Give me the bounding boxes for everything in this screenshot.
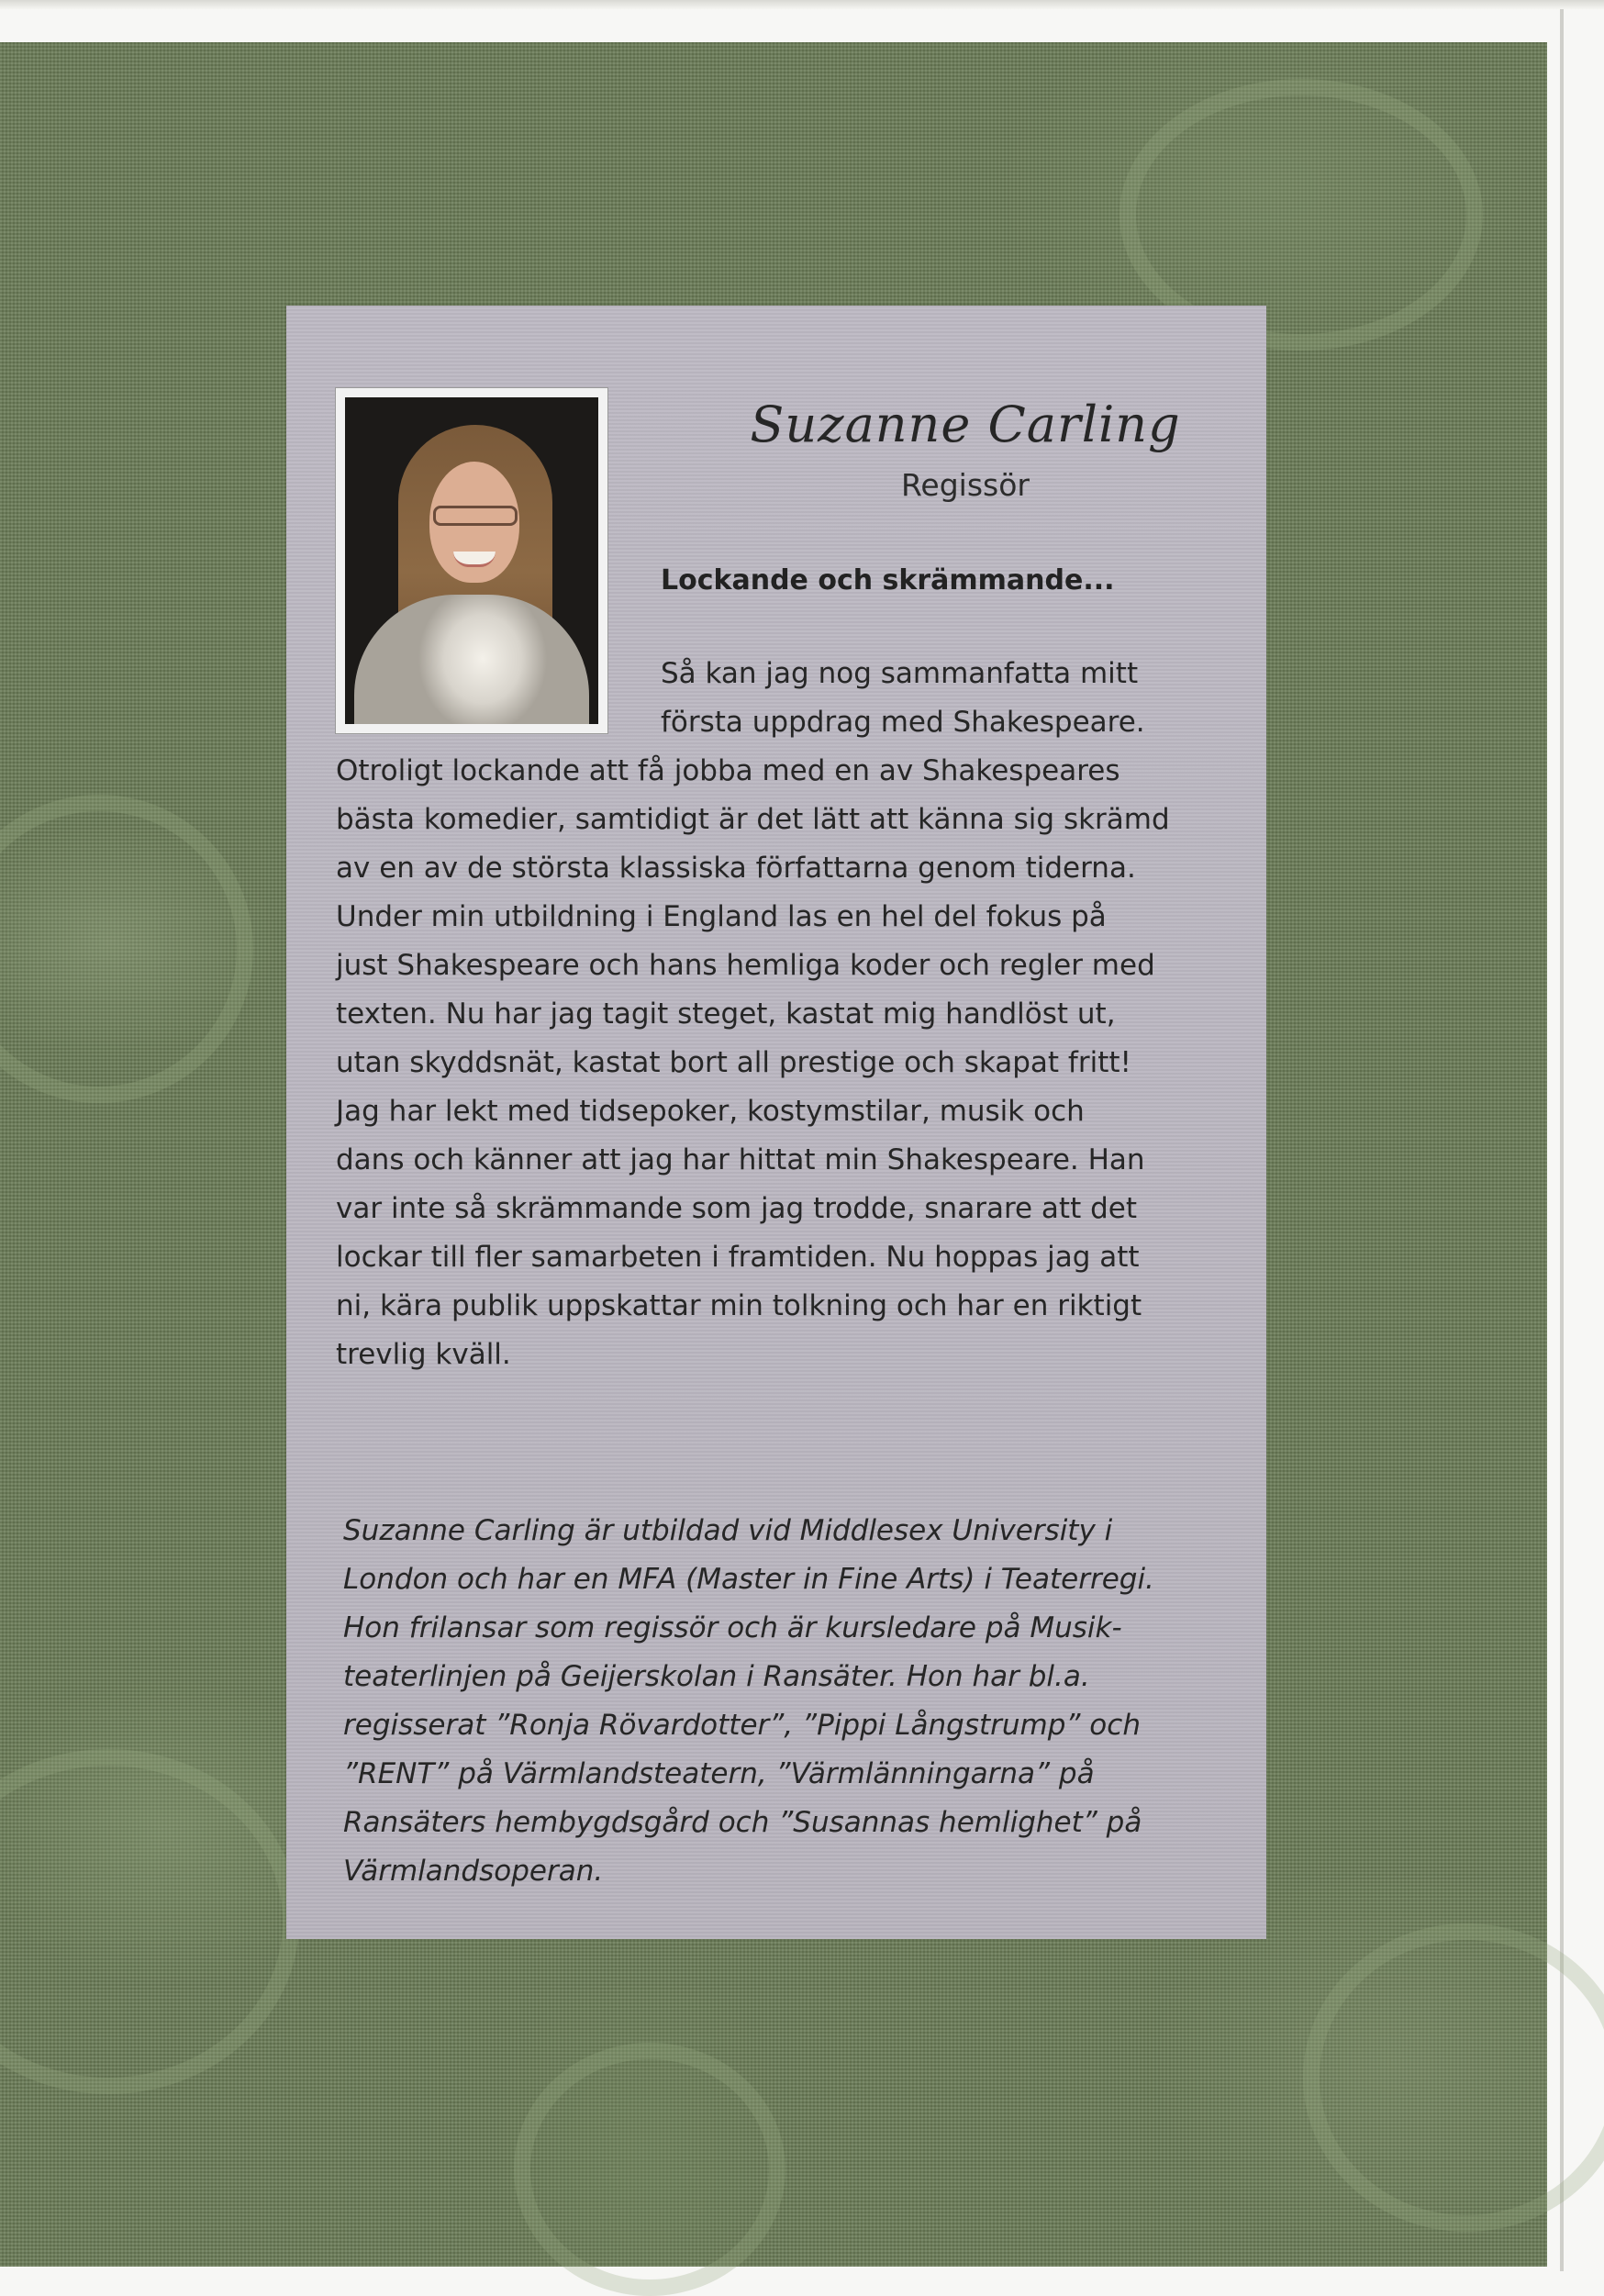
- background-swirl: [514, 2043, 785, 2296]
- article-line: var inte så skrämmande som jag trodde, snarare att det: [336, 1192, 1137, 1225]
- bio-line: teaterlinjen på Geijerskolan i Ransäter. Hon har bl.a.: [343, 1660, 1090, 1693]
- article-line: texten. Nu har jag tagit steget, kastat mig handlöst ut,: [336, 998, 1116, 1031]
- director-role: Regissör: [900, 467, 1030, 503]
- bio-line: Värmlandsoperan.: [343, 1855, 604, 1888]
- article-line: första uppdrag med Shakespeare.: [661, 706, 1145, 739]
- article-line: Så kan jag nog sammanfatta mitt: [661, 657, 1139, 690]
- background-swirl: [0, 795, 253, 1103]
- portrait-glasses: [433, 506, 518, 526]
- article-line: dans och känner att jag har hittat min Shakespeare. Han: [336, 1143, 1145, 1176]
- article-line: bästa komedier, samtidigt är det lätt att känna sig skrämd: [336, 803, 1170, 836]
- article-line: av en av de största klassiska författarna genom tiderna.: [336, 852, 1136, 885]
- director-info-card: [286, 306, 1266, 1939]
- bio-line: Hon frilansar som regissör och är kursledare på Musik-: [343, 1611, 1122, 1644]
- portrait-scarf: [354, 595, 589, 724]
- article-line: lockar till fler samarbeten i framtiden. Nu hoppas jag att: [336, 1241, 1140, 1274]
- article-line: Jag har lekt med tidsepoker, kostymstilar, musik och: [336, 1095, 1085, 1128]
- background-swirl: [0, 1749, 299, 2094]
- scan-right-edge: [1560, 9, 1564, 2271]
- article-line: just Shakespeare och hans hemliga koder och regler med: [336, 949, 1155, 982]
- background-swirl: [1303, 1923, 1604, 2232]
- bio-line: regisserat ”Ronja Rövardotter”, ”Pippi Långstrump” och: [343, 1709, 1141, 1742]
- article-line: trevlig kväll.: [336, 1338, 511, 1371]
- bio-line: ”RENT” på Värmlandsteatern, ”Värmlänningarna” på: [343, 1757, 1095, 1790]
- portrait-frame: [336, 388, 607, 733]
- article-line: utan skyddsnät, kastat bort all prestige och skapat fritt!: [336, 1046, 1131, 1079]
- bio-line: Ransäters hembygdsgård och ”Susannas hemlighet” på: [343, 1806, 1142, 1839]
- portrait-photo: [345, 397, 598, 724]
- bio-line: Suzanne Carling är utbildad vid Middlesex University i: [343, 1514, 1113, 1547]
- article-line: Under min utbildning i England las en hel del fokus på: [336, 900, 1107, 933]
- bio-line: London och har en MFA (Master in Fine Arts) i Teaterregi.: [343, 1563, 1154, 1596]
- article-line: Otroligt lockande att få jobba med en av Shakespeares: [336, 754, 1120, 787]
- article-line: ni, kära publik uppskattar min tolkning och har en riktigt: [336, 1289, 1142, 1322]
- director-name: Suzanne Carling: [750, 396, 1181, 453]
- scan-top-edge: [0, 0, 1604, 9]
- article-heading: Lockande och skrämmande...: [661, 564, 1115, 596]
